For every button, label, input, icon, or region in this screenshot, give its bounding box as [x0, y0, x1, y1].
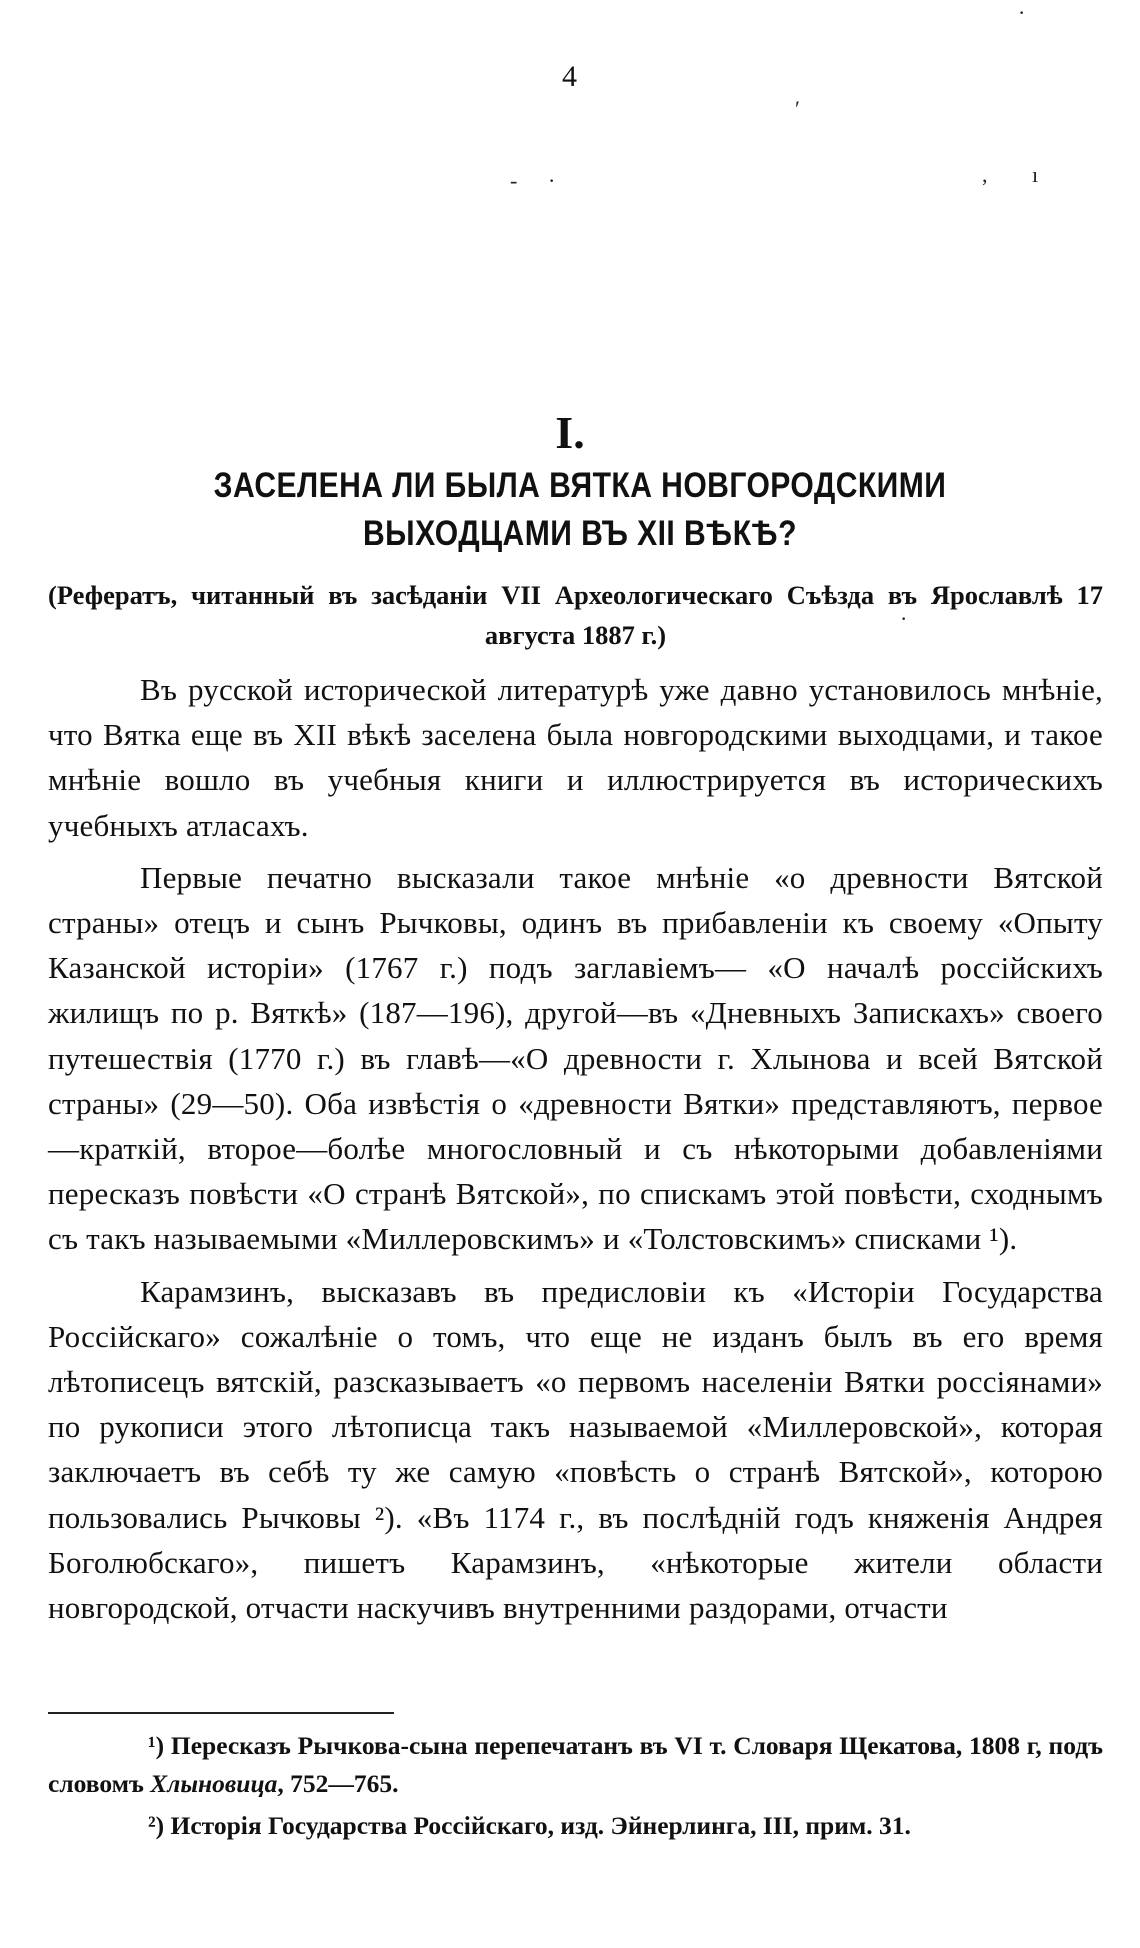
section-number: I. — [555, 407, 585, 458]
footnotes — [48, 1727, 1103, 1845]
chapter-subtitle: (Рефератъ, читанный въ засѣданіи VII Археологическаго Съѣзда въ Ярославлѣ 17 августа 1887 г.) — [48, 580, 1103, 650]
speck-mark: - — [510, 168, 518, 193]
footnote-2: ²) Исторія Государства Россійскаго, изд. Эйнерлинга, III, прим. 31. — [148, 1811, 911, 1840]
chapter-title: ЗАСЕЛЕНА ЛИ БЫЛА ВЯТКА НОВГОРОДСКИМИ ВЫХОДЦАМИ ВЪ XII ВѢКѢ? — [213, 466, 947, 553]
speck-mark: ′ — [795, 96, 800, 121]
speck-mark: · — [900, 606, 908, 631]
paragraph: Въ русской исторической литературѣ уже давно установилось мнѣніе, что Вятка еще въ XII вѣкѣ заселена была новгородскими выходцами, и такое мнѣніе вошло въ учебныя книги и иллюстрируется въ историческихъ учебныхъ атласахъ. — [48, 672, 1103, 843]
footnote-1-text: ¹) Пересказъ Рычкова-сына перепечатанъ въ VI т. Словаря Щекатова, 1808 г, подъ словомъ — [48, 1731, 1103, 1798]
speck-mark: , — [982, 162, 988, 187]
footnote-1-tail: , 752—765. — [277, 1769, 399, 1798]
footnote-1-italic-word: Хлыновица — [150, 1769, 278, 1798]
speck-mark: · — [1018, 0, 1026, 25]
paragraph: Карамзинъ, высказавъ въ предисловіи къ «Исторіи Государства Россійскаго» сожалѣніе о томъ, что еще не изданъ былъ въ его время лѣтописецъ вятскій, разсказываетъ «о первомъ населеніи Вятки россіянами» по рукописи этого лѣтописца такъ называемой «Миллеровской», которая заключаетъ въ себѣ ту же самую «повѣсть о странѣ Вятской», которою пользовались Рычковы ²). «Въ 1174 г., въ послѣдній годъ княженія Андрея Боголюбскаго», пишетъ Карамзинъ, «нѣкоторые жители области новгородской, отчасти наскучивъ внутренними раздорами, отчасти — [48, 1273, 1103, 1626]
speck-mark: ı — [1032, 162, 1039, 187]
footnote-1 — [48, 1727, 1103, 1803]
paragraph: Первые печатно высказали такое мнѣніе «о древности Вятской страны» отецъ и сынъ Рычковы, одинъ въ прибавленіи къ своему «Опыту Казанской исторіи» (1767 г.) подъ заглавіемъ— «О началѣ россійскихъ жилищъ по р. Вяткѣ» (187—196), другой—въ «Дневныхъ Запискахъ» своего путешествія (1770 г.) въ главѣ—«О древности г. Хлынова и всей Вятской страны» (29—50). Оба извѣстія о «древности Вятки» представляютъ, первое—краткій, второе—болѣе многословный и съ нѣкоторыми добавленіями пересказъ повѣсти «О странѣ Вятской», по спискамъ этой повѣсти, сходнымъ съ такъ называемыми «Миллеровскимъ» и «Толстовскимъ» списками ¹). — [48, 859, 1103, 1257]
speck-mark: · — [548, 168, 556, 193]
page-mark: 4 — [562, 60, 577, 93]
footnote-divider — [48, 1712, 394, 1714]
main-text — [48, 667, 1103, 1630]
